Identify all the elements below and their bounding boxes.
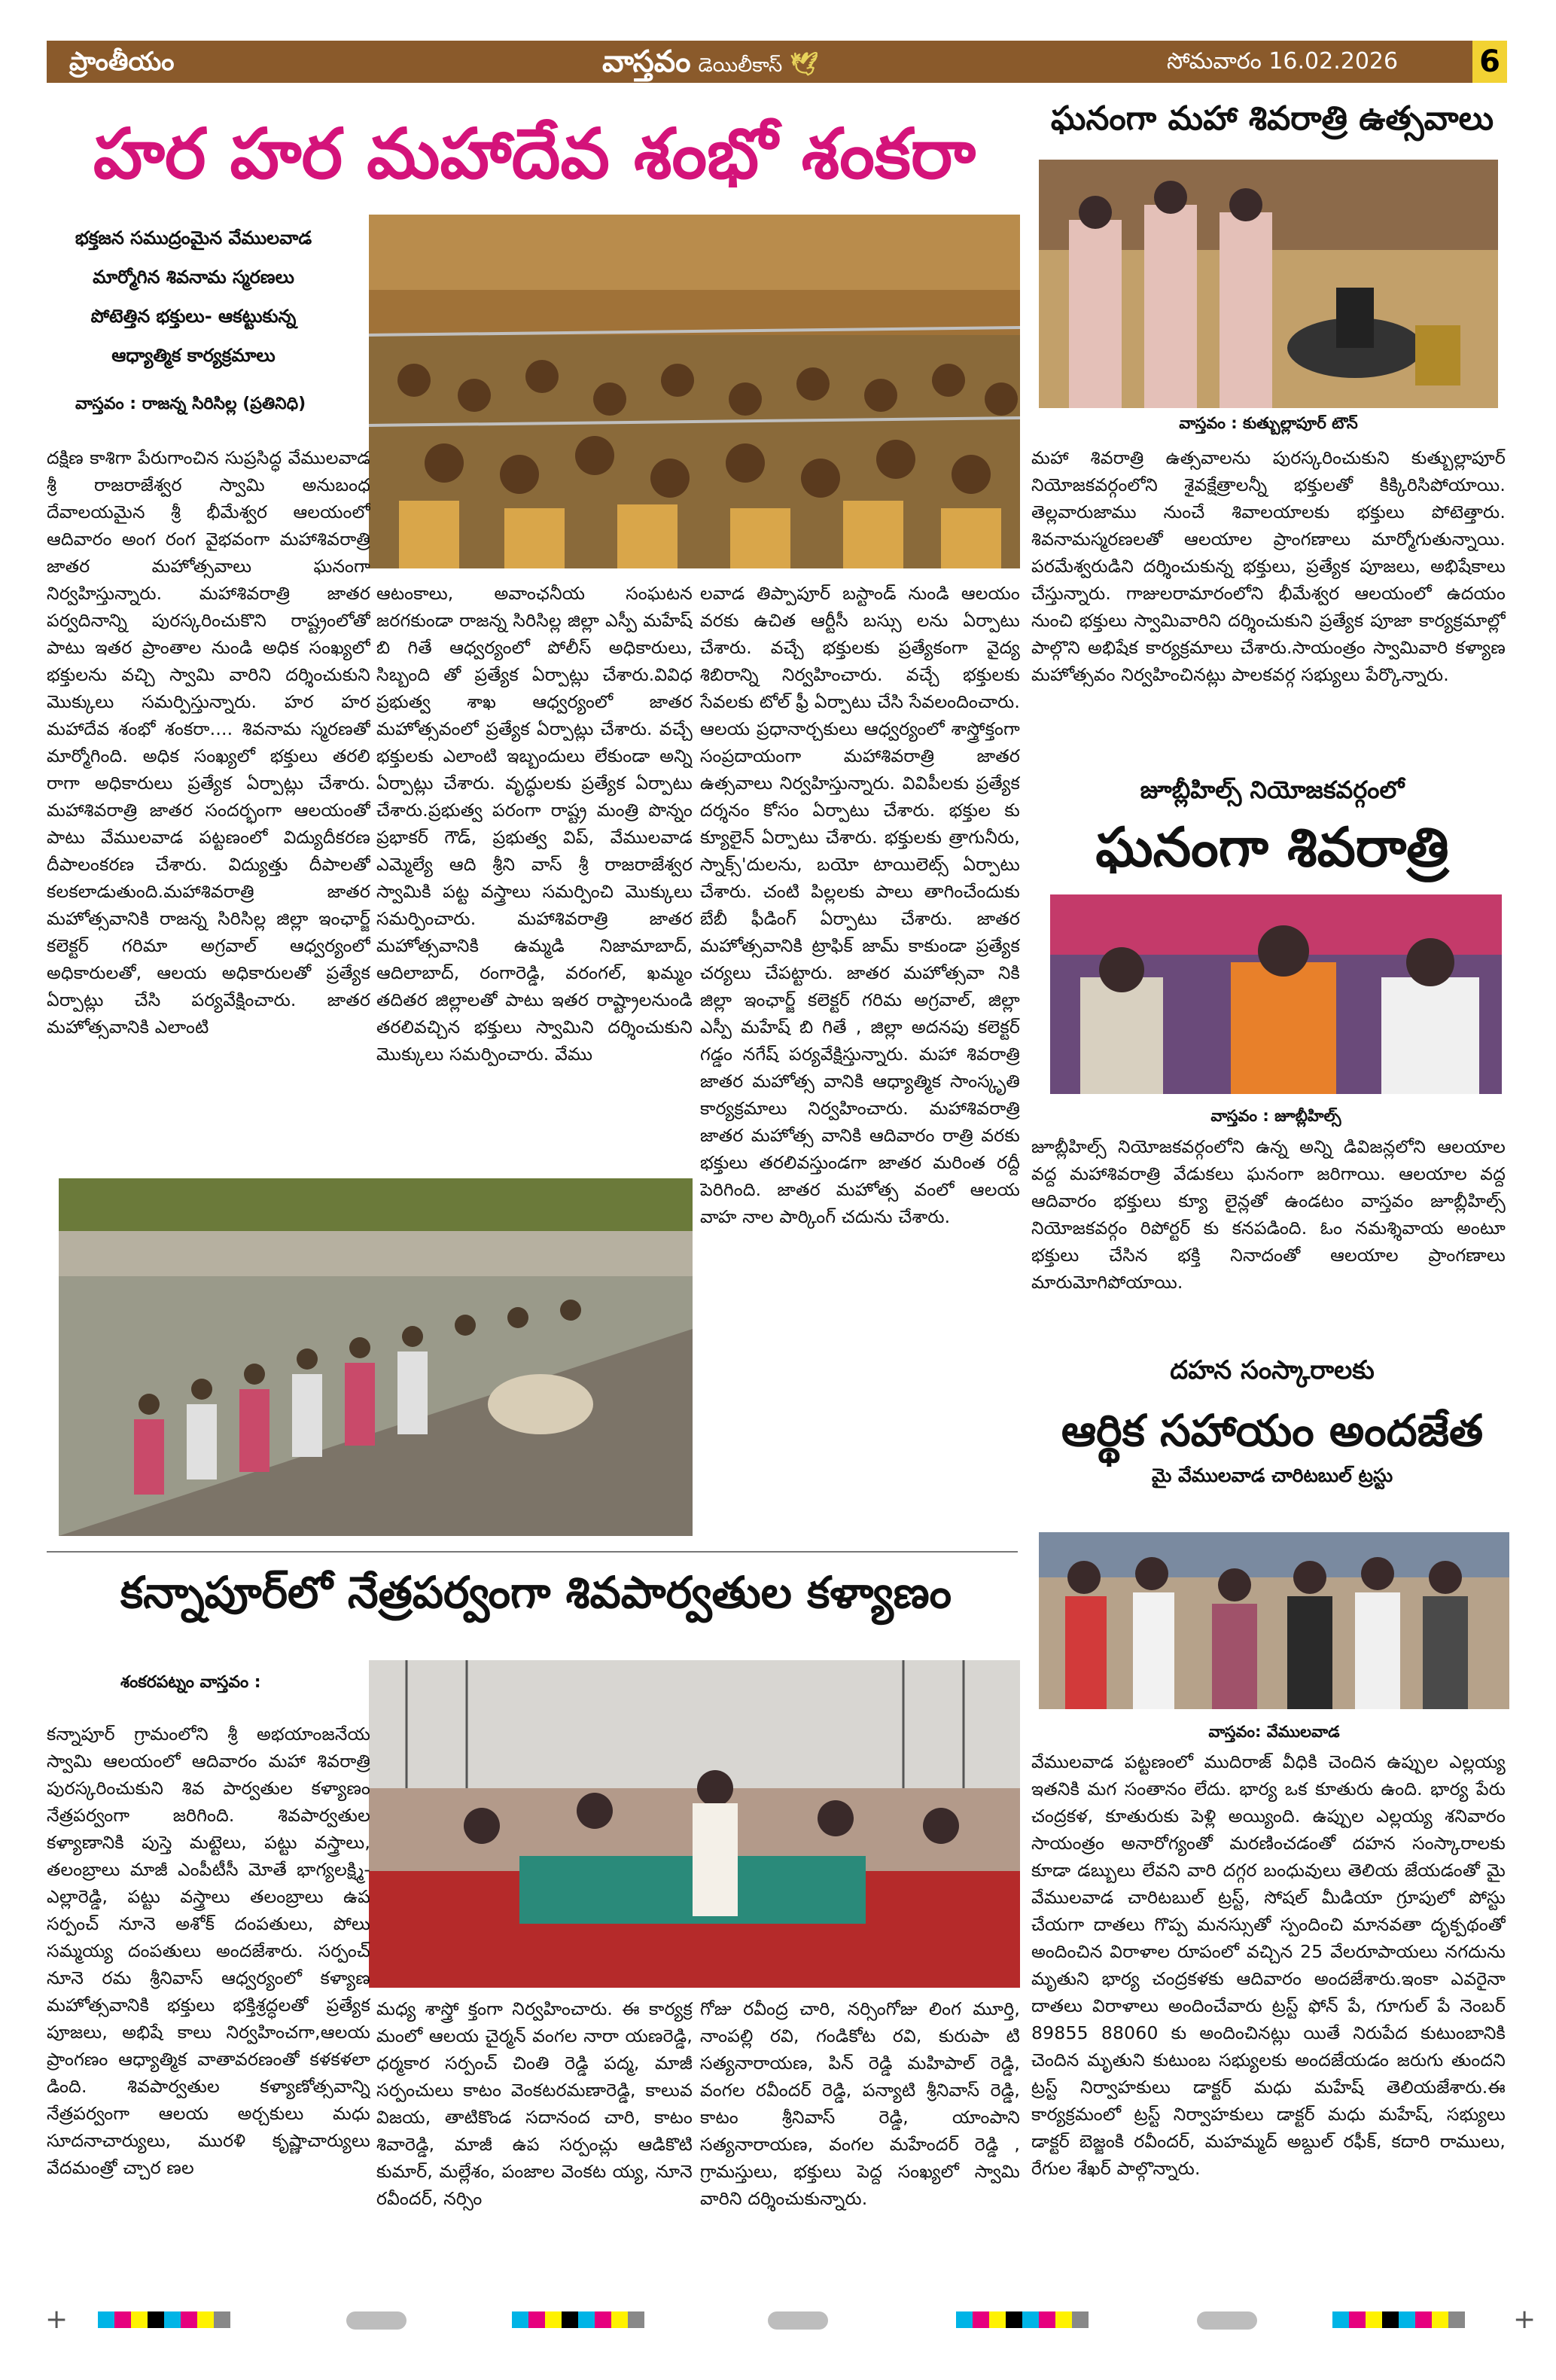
right3-body: వేములవాడ పట్టణంలో ముదిరాజ్ వీధికి చెందిన ఉప్పుల ఎల్లయ్య ఇతనికి మగ సంతానం లేదు. భార్య ఒక కూతురు ఉంది. భార్య పేరు చంద్రకళ, కూతురుకు పెళ్లి అయ్యింది. ఉప్పుల ఎల్లయ్య శనివారం సాయంత్రం అనారోగ్యంతో మరణించడంతో దహన సంస్కారాలకు కూడా డబ్బులు లేవని వారి దగ్గర బంధువులు తెలియ జేయడంతో మై వేములవాడ చారిటబుల్ ట్రస్ట్, సోషల్ మీడియా గ్రూపులో పోస్టు చేయగా దాతలు గొప్ప మనస్సుతో స్పందించి మానవతా దృక్పథంతో అందించిన విరాళాల రూపంలో వచ్చిన 25 వేలరూపాయలు నగదును మృతుని భార్య చంద్రకళకు ఆదివారం అందజేశారు.ఇంకా ఎవరైనా దాతలు విరాళాలు అందించేవారు ట్రస్ట్ ఫోన్ పే, గూగుల్ పే నెంబర్ 89855 88060 కు అందించినట్లు యితే నిరుపేద కుటుంబానికి చెందిన మృతుని కుటుంబ సభ్యులకు అందజేయడం జరుగు తుందని ట్రస్ట్ నిర్వాహకులు డాక్టర్ మధు మహేష్ తెలియజేశారు.ఈ కార్యక్రమంలో ట్రస్ట్ నిర్వాహకులు డాక్టర్ మధు మహేష్, సభ్యులు డాక్టర్ బెజ్జంకి రవీందర్, మహమ్మద్ అబ్దుల్ రఫీక్, కదారి రాములు, రేగుల శేఖర్ పాల్గొన్నారు. <box>1031 1751 1506 2179</box>
right1-body: మహా శివరాత్రి ఉత్సవాలను పురస్కరించుకుని కుత్బుల్లాపూర్ నియోజకవర్గంలోని శైవక్షేత్రాలన్నీ భక్తులతో కిక్కిరిసిపోయాయి. తెల్లవారుజాము నుంచే శివాలయాలకు భక్తులు పోటెత్తారు. శివనామస్మరణలతో ఆలయాల ప్రాంగణాలు మార్మోగుతున్నాయి. పరమేశ్వరుడిని దర్శించుకున్న భక్తులు, ప్రత్యేక పూజలు, అభిషేకాలు చేస్తున్నారు. గాజులరామారంలోని భీమేశ్వర ఆలయంలో ఉదయం నుంచి భక్తులు స్వామివారిని దర్శించుకుని ప్రత్యేక పూజా కార్యక్రమాల్లో పాల్గొని అభిషేక కార్యక్రమాలు చేశారు.సాయంత్రం స్వామివారి కళ్యాణ మహోత్సవం నిర్వహించినట్లు పాలకవర్గ సభ్యులు పేర్కొన్నారు. <box>1031 447 1506 685</box>
queue-photo <box>59 1178 693 1536</box>
right3-caption: వాస్తవం: వేములవాడ <box>1208 1723 1340 1741</box>
main-subheads <box>47 218 340 375</box>
jubilee-hills-photo <box>1050 894 1502 1094</box>
right2-kicker: జూబ్లీహిల్స్ నియోజకవర్గంలో <box>1140 776 1405 804</box>
masthead-edition: డెయిలీకాస్ <box>698 54 783 77</box>
bottom-col2: మధ్య శాస్త్రో క్తంగా నిర్వహించారు. ఈ కార్యక్ర మంలో ఆలయ చైర్మన్ వంగల నారా యణరెడ్డి, ధర్మకార సర్పంచ్ చింతి రెడ్డి పద్మ, మాజీ సర్పంచులు కాటం వెంకటరమణారెడ్డి, కాలువ విజయ, తాటికొండ సదానంద చారి, కాటం శివారెడ్డి, మాజీ ఉప సర్పంచ్లు ఆడికొటి కుమార్, మల్లేశం, పంజాల వెంకట య్య, నూనె రవీందర్, నర్సిం <box>376 1998 693 2209</box>
kutbullapur-temple-photo <box>1039 160 1498 408</box>
crowd-photo <box>369 215 1020 568</box>
subhead-line: పోటెత్తిన భక్తులు- ఆకట్టుకున్న <box>90 306 297 327</box>
bottom-col3: గోజు రవీంద్ర చారి, నర్సింగోజు లింగ మూర్తి, నాంపల్లి రవి, గండికోట రవి, కురుపా టి సత్యనారాయణ, పిన్ రెడ్డి మహిపాల్ రెడ్డి, వంగల రవీందర్ రెడ్డి, పన్యాటి శ్రీనివాస్ రెడ్డి, కాటం శ్రీనివాస్ రెడ్డి, యాంపాని సత్యనారాయణ, వంగల మహేందర్ రెడ్డి , గ్రామస్తులు, భక్తులు పెద్ద సంఖ్యలో స్వామి వారిని దర్శించుకున్నారు. <box>700 1998 1020 2209</box>
main-story-col1: దక్షిణ కాశిగా పేరుగాంచిన సుప్రసిద్ధ వేములవాడ శ్రీ రాజరాజేశ్వర స్వామి అనుబంధ దేవాలయమైన శ్రీ భీమేశ్వర ఆలయంలో ఆదివారం అంగ రంగ వైభవంగా మహాశివరాత్రి జాతర మహోత్సవాలు ఘనంగా నిర్వహిస్తున్నారు. మహాశివరాత్రి జాతర పర్వదినాన్ని పురస్కరించుకొని రాష్ట్రంలోతో పాటు ఇతర ప్రాంతాల నుండి అధిక సంఖ్యలో భక్తులను వచ్చి స్వామి వారిని దర్శించుకుని మొక్కులు సమర్పిస్తున్నారు. హర హర మహాదేవ శంభో శంకరా.... శివనామ స్మరణతో మార్మోగింది. అధిక సంఖ్యలో భక్తులు తరలి రాగా అధికారులు ప్రత్యేక ఏర్పాట్లు చేశారు. మహాశివరాత్రి జాతర సందర్భంగా ఆలయంతో పాటు వేములవాడ పట్టణంలో విద్యుదీకరణ దీపాలంకరణ చేశారు. విద్యుత్తు దీపాలతో కలకలాడుతుంది.మహాశివరాత్రి జాతర మహోత్సవానికి రాజన్న సిరిసిల్ల జిల్లా ఇంఛార్జ్ కలెక్టర్ గరిమా అగ్రవాల్ ఆధ్వర్యంలో అధికారులతో, ఆలయ అధికారులతో ప్రత్యేక ఏర్పాట్లు చేసి పర్యవేక్షించారు. జాతర మహోత్సవానికి ఎలాంటి <box>47 447 370 1038</box>
registration-oval <box>346 2311 407 2330</box>
right2-body: జూబ్లీహిల్స్ నియోజకవర్గంలోని ఉన్న అన్ని డివిజన్లలోని ఆలయాల వద్ద మహాశివరాత్రి వేడుకలు ఘనంగా జరిగాయి. ఆలయాల వద్ద ఆదివారం భక్తులు క్యూ లైన్లతో ఉండటం వాస్తవం జూబ్లీహిల్స్ నియోజకవర్గం రిపోర్టర్ కు కనపడింది. ఓం నమశ్శివాయ అంటూ భక్తులు చేసిన భక్తి నినాదంతో ఆలయాల ప్రాంగణాలు మారుమోగిపోయాయి. <box>1031 1136 1506 1293</box>
page-number: 6 <box>1472 41 1507 83</box>
bottom-headline: కన్నాపూర్‌లో నేత్రపర్వంగా శివపార్వతుల కళ్యాణం <box>120 1567 952 1618</box>
right3-headline: ఆర్థిక సహాయం అందజేత <box>1061 1405 1484 1456</box>
main-dateline: వాస్తవం : రాజన్న సిరిసిల్ల (ప్రతినిధి) <box>75 395 306 413</box>
masthead <box>602 42 818 81</box>
color-bar <box>98 2311 230 2328</box>
kalyanam-photo <box>369 1660 1020 1988</box>
right1-headline: ఘనంగా మహా శివరాత్రి ఉత్సవాలు <box>1050 99 1494 138</box>
main-headline: హర హర మహాదేవ శంభో శంకరా <box>93 114 976 194</box>
right1-caption: వాస్తవం : కుత్బుల్లాపూర్ టౌన్ <box>1179 414 1358 432</box>
main-story-col2: ఆటంకాలు, అవాంఛనీయ సంఘటన జరగకుండా రాజన్న సిరిసిల్ల జిల్లా ఎస్పీ మహేష్ బి గితే ఆధ్వర్యంలో పోలీస్ అధికారులు, సిబ్బంది తో ప్రత్యేక ఏర్పాట్లు చేశారు.వివిధ ప్రభుత్వ శాఖ ఆధ్వర్యంలో జాతర మహోత్సవంలో ప్రత్యేక ఏర్పాట్లు చేశారు. వచ్చే భక్తులకు ఎలాంటి ఇబ్బందులు లేకుండా అన్ని ఏర్పాట్లు చేశారు. వృద్ధులకు ప్రత్యేక ఏర్పాటు చేశారు.ప్రభుత్వ పరంగా రాష్ట్ర మంత్రి పొన్నం ప్రభాకర్ గౌడ్, ప్రభుత్వ విప్, వేములవాడ ఎమ్మెల్యే ఆది శ్రీని వాస్ శ్రీ రాజరాజేశ్వర స్వామికి పట్ట వస్త్రాలు సమర్పించి మొక్కులు సమర్పించారు. మహాశివరాత్రి జాతర మహోత్సవానికి ఉమ్మడి నిజామాబాద్, ఆదిలాబాద్, రంగారెడ్డి, వరంగల్, ఖమ్మం తదితర జిల్లాలతో పాటు ఇతర రాష్ట్రాలనుండి తరలివచ్చిన భక్తులు స్వామిని దర్శించుకుని మొక్కులు సమర్పించారు. వేము <box>376 583 693 1065</box>
section-divider <box>47 1551 1018 1553</box>
subhead-line: మార్మోగిన శివనామ స్మరణలు <box>93 267 294 288</box>
subhead-line: భక్తజన సముద్రంమైన వేములవాడ <box>75 227 312 248</box>
subhead-line: ఆధ్యాత్మిక కార్యక్రమాలు <box>111 345 276 366</box>
section-label: ప్రాంతీయం <box>69 47 175 77</box>
bottom-dateline: శంకరపట్నం వాస్తవం : <box>120 1673 261 1692</box>
masthead-title: వాస్తవం <box>602 44 691 79</box>
bird-logo-icon: 🕊 <box>790 51 819 78</box>
right2-headline: ఘనంగా శివరాత్రి <box>1095 815 1449 879</box>
color-bar <box>956 2311 1089 2328</box>
right2-caption: వాస్తవం : జూబ్లీహిల్స్ <box>1210 1107 1341 1125</box>
bottom-col1: కన్నాపూర్ గ్రామంలోని శ్రీ అభయాంజనేయ స్వామి ఆలయంలో ఆదివారం మహా శివరాత్రి పురస్కరించుకుని శివ పార్వతుల కళ్యాణం నేత్రపర్వంగా జరిగింది. శివపార్వతుల కళ్యాణానికి పుస్తె మట్టెలు, పట్టు వస్త్రాలు, తలంబ్రాలు మాజీ ఎంపీటీసీ మోతే భాగ్యలక్ష్మి-ఎల్లారెడ్డి, పట్టు వస్త్రాలు తలంబ్రాలు ఉప సర్పంచ్ నూనె అశోక్ దంపతులు, పోలు సమ్మయ్య దంపతులు అందజేశారు. సర్పంచ్ నూనె రమ శ్రీనివాస్ ఆధ్వర్యంలో కళ్యాణ మహోత్సవానికి భక్తులు భక్తిశ్రద్ధలతో ప్రత్యేక పూజలు, అభిషే కాలు నిర్వహించగా,ఆలయ ప్రాంగణం ఆధ్యాత్మిక వాతావరణంతో కళకళలా డింది. శివపార్వతుల కళ్యాణోత్సవాన్ని నేత్రపర్వంగా ఆలయ అర్చకులు మధు సూదనాచార్యులు, మురళి కృష్ణాచార్యులు వేదమంత్రో చ్చార ణల <box>47 1723 370 2178</box>
right3-kicker: దహన సంస్కారాలకు <box>1170 1355 1375 1385</box>
registration-oval <box>768 2311 828 2330</box>
registration-cross-icon: + <box>1513 2304 1536 2335</box>
registration-oval <box>1197 2311 1257 2330</box>
color-bar <box>512 2311 644 2328</box>
vemulawada-charity-photo <box>1039 1532 1509 1709</box>
color-bar <box>1332 2311 1465 2328</box>
right3-subhead: మై వేములవాడ చారిటబుల్ ట్రస్టు <box>1151 1464 1393 1486</box>
registration-cross-icon: + <box>45 2304 69 2335</box>
issue-date: సోమవారం 16.02.2026 <box>1167 48 1399 75</box>
main-story-col3: లవాడ తిప్పాపూర్ బస్టాండ్ నుండి ఆలయం వరకు ఉచిత ఆర్టీసీ బస్సు లను ఏర్పాటు చేశారు. వచ్చే భక్తులకు ప్రత్యేకంగా వైద్య శిబిరాన్ని నిర్వహించారు. వచ్చే భక్తులకు సేవలకు టోల్ ఫ్రీ ఏర్పాటు చేసి సేవలందించారు. ఆలయ ప్రధానార్చకులు ఆధ్వర్యంలో శాస్త్రోక్తంగా సంప్రదాయంగా మహాశివరాత్రి జాతర ఉత్సవాలు నిర్వహిస్తున్నారు. వివిపీలకు ప్రత్యేక దర్శనం కోసం ఏర్పాటు చేశారు. భక్తుల కు క్యూలైన్ ఏర్పాటు చేశారు. భక్తులకు త్రాగునీరు, స్నాక్స్'దులను, బయో టాయిలెట్స్ ఏర్పాటు చేశారు. చంటి పిల్లలకు పాలు తాగించేందుకు బేబీ ఫీడింగ్ ఏర్పాటు చేశారు. జాతర మహోత్సవానికి ట్రాఫిక్ జామ్ కాకుండా ప్రత్యేక చర్యలు చేపట్టారు. జాతర మహోత్సవా నికి జిల్లా ఇంఛార్జ్ కలెక్టర్ గరిమ అగ్రవాల్, జిల్లా ఎస్పీ మహేష్ బి గితే , జిల్లా అదనపు కలెక్టర్ గడ్డం నగేష్ పర్యవేక్షిస్తున్నారు. మహా శివరాత్రి జాతర మహోత్స వానికి ఆధ్యాత్మిక సాంస్కృతి కార్యక్రమాలు నిర్వహించారు. మహాశివరాత్రి జాతర మహోత్స వానికి ఆదివారం రాత్రి వరకు భక్తులు తరలివస్తుండగా జాతర మరింత రద్దీ పెరిగింది. జాతర మహోత్స వంలో ఆలయ వాహ నాల పార్కింగ్ చదును చేశారు. <box>700 583 1020 1227</box>
